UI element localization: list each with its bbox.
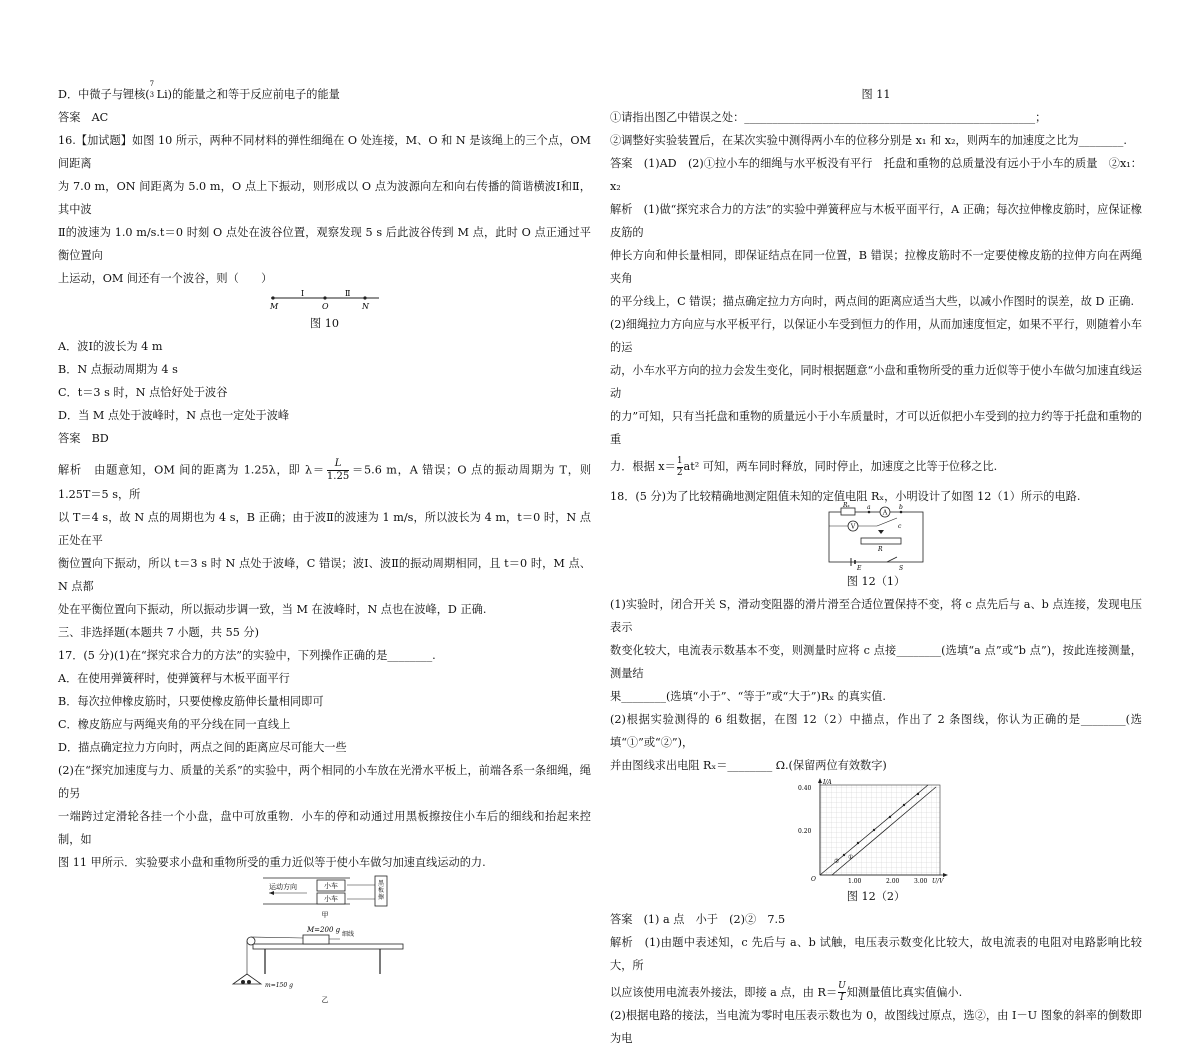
string-label: 细线: [341, 931, 354, 938]
data-point: [903, 803, 905, 805]
y-tick-020: 0.20: [798, 827, 812, 835]
q18-analysis-line-1: 解析 (1)由题中表述知，c 先后与 a、b 试触，电压表示数变化比较大，故电流表的电阻对电路影响比较大，所: [610, 935, 1142, 972]
q17-option-b: B．每次拉伸橡皮筋时，只要使橡皮筋伸长量相同即可: [58, 695, 324, 708]
isotope-mass-number: 7: [149, 80, 155, 88]
figure-12-2-iu-graph: [796, 777, 956, 885]
car-mass-label: M=200 g: [306, 926, 340, 934]
point-a-label: a: [867, 503, 871, 511]
fraction-denominator: 1.25: [326, 471, 350, 482]
q18-part1-line-3: 果________(选填“小于”、“等于”或“大于”)Rₓ 的真实值.: [610, 689, 886, 703]
figure-10-rope-diagram: [265, 290, 385, 312]
line-2-label: ②: [834, 857, 840, 865]
x-tick-200: 2.00: [886, 877, 900, 885]
y-axis-label: I/A: [823, 778, 832, 786]
x-tick-300: 3.00: [914, 877, 928, 885]
q17-analysis-2-line-2: 动，小车水平方向的拉力会发生变化，同时根据题意“小盘和重物所受的重力近似等于使小车做匀加速直线运动: [610, 364, 1142, 400]
origin-label: O: [811, 875, 816, 883]
q16-analysis-line-3: 衡位置向下振动，所以 t＝3 s 时 N 点处于波峰，C 错误；波Ⅰ、波Ⅱ的振动周期相同，且 t＝0 时，M 点、N 点都: [58, 557, 591, 593]
point-c-label: c: [898, 522, 902, 530]
q16-option-d: D．当 M 点处于波峰时，N 点也一定处于波峰: [58, 409, 290, 422]
line-1-label: ①: [848, 853, 854, 861]
x-axis-label: U/V: [932, 877, 944, 885]
point-O-label: O: [321, 302, 329, 311]
fraction-denominator: I: [840, 993, 844, 1003]
figure-12-2-caption: 图 12（2）: [846, 889, 906, 903]
q16-stem-line-2: 为 7.0 m，ON 间距离为 5.0 m，O 点上下振动，则形成以 O 点为波源向左和向右传播的简谐横波Ⅰ和Ⅱ，其中波: [58, 180, 591, 216]
right-column: [610, 83, 1142, 1050]
q17-analysis-2-line-4: 力．根据 x＝ $\frac{1}{2}$ at² 可知，两车同时释放，同时停止，加速度之比等于位移之比.: [610, 455, 998, 478]
q17-analysis-1-line-1: 解析 (1)做“探究求合力的方法”的实验中弹簧秤应与木板平面平行，A 正确；每次拉伸橡皮筋时，应保证橡皮筋的: [610, 203, 1142, 239]
eraser-label: 黑板擦: [377, 880, 384, 901]
q17-analysis-2-line-3: 的力”可知，只有当托盘和重物的质量远小于小车质量时，才可以近似把小车受到的拉力约等于托盘和重物的重: [610, 410, 1142, 446]
q17-stem: 17．(5 分)(1)在“探究求合力的方法”的实验中，下列操作正确的是________.: [58, 649, 436, 662]
data-point: [917, 792, 919, 794]
fraction-denominator: 2: [676, 467, 683, 478]
fraction-numerator: 1: [676, 455, 683, 466]
figure-11-caption: 图 11: [861, 88, 891, 101]
battery-label: E: [857, 564, 862, 572]
q17-part2-line-3: 图 11 甲所示．实验要求小盘和重物所受的重力近似等于使小车做匀加速直线运动的力.: [58, 856, 486, 869]
fraction-numerator: U: [838, 981, 846, 991]
data-point: [843, 853, 845, 855]
data-point: [873, 828, 875, 830]
q16-analysis-line-4: 处在平衡位置向下振动，所以振动步调一致，当 M 在波峰时，N 点也在波峰，D 正确.: [58, 603, 487, 616]
q17-option-c: C．橡皮筋应与两绳夹角的平分线在同一直线上: [58, 718, 291, 731]
q18-answer: 答案 (1) a 点 小于 (2)② 7.5: [610, 912, 786, 926]
q16-analysis-line-2: 以 T＝4 s，故 N 点的周期也为 4 s，B 正确；由于波Ⅱ的波速为 1 m/s，所以波长为 4 m，t＝0 时，N 点正处在平: [58, 511, 591, 547]
car-label-bottom: 小车: [323, 895, 338, 903]
data-point: [889, 815, 891, 817]
q17-sub-question-2: ②调整好实验装置后，在某次实验中测得两小车的位移分别是 x₁ 和 x₂，则两车的加速度之比为________.: [610, 134, 1127, 147]
data-point: [857, 841, 859, 843]
q18-part1-line-1: (1)实验时，闭合开关 S，滑动变阻器的滑片滑至合适位置保持不变，将 c 点先后与 a、b 点连接，发现电压表示: [610, 597, 1142, 634]
q17-option-d: D．描点确定拉力方向时，两点之间的距离应尽可能大一些: [58, 741, 347, 754]
q15-answer: 答案 AC: [58, 111, 109, 124]
ammeter-label: A: [882, 509, 888, 516]
q17-sub-question-1: ①请指出图乙中错误之处：____________________________________________________；: [610, 111, 1047, 124]
q15-option-d: D．中微子与锂核( 7 3 Li)的能量之和等于反应前电子的能量: [58, 80, 340, 101]
wave-II-label: Ⅱ: [344, 289, 350, 298]
q17-part2-line-2: 一端跨过定滑轮各挂一个小盘，盘中可放重物．小车的停和动通过用黑板擦按住小车后的细线和抬起来控制，如: [58, 810, 591, 846]
q16-stem-line-4: 上运动，OM 间还有一个波谷，则（ ）: [58, 272, 273, 285]
wave-I-label: Ⅰ: [300, 289, 304, 298]
q18-part2-line-1: (2)根据实验测得的 6 组数据，在图 12（2）中描点，作出了 2 条图线，你认为正确的是________(选填“①”或“②”)，: [610, 712, 1142, 749]
resistor-rx-label: Rₓ: [843, 501, 850, 509]
isotope-atomic-number: 3: [149, 91, 155, 99]
q17-analysis-1-line-2: 伸长方向和伸长量相同，即保证结点在同一位置，B 错误；拉橡皮筋时不一定要使橡皮筋的拉伸方向在两绳夹角: [610, 249, 1142, 285]
q16-option-c: C．t＝3 s 时，N 点恰好处于波谷: [58, 386, 228, 399]
left-column: [58, 80, 592, 1006]
q18-stem: 18．(5 分)为了比较精确地测定阻值未知的定值电阻 Rₓ，小明设计了如图 12（1）所示的电路.: [610, 489, 1081, 503]
switch-label: S: [899, 564, 904, 572]
q16-stem-line-3: Ⅱ的波速为 1.0 m/s.t＝0 时刻 O 点处在波谷位置，观察发现 5 s 后此波谷传到 M 点，此时 O 点正通过平衡位置向: [58, 226, 591, 262]
fraction-numerator: L: [327, 458, 349, 471]
y-tick-040: 0.40: [798, 784, 812, 792]
figure-12-1-circuit: [821, 501, 931, 572]
q16-analysis-line-1: 解析 由题意知，OM 间的距离为 1.25λ，即 λ＝ $\frac{L}{1.25}$ ＝5.6 m，A 错误；O 点的振动周期为 T，则 1.25T＝5 s，所: [58, 458, 592, 501]
q18-part2-line-2: 并由图线求出电阻 Rₓ＝________ Ω.(保留两位有效数字): [610, 758, 887, 772]
q16-option-a: A．波Ⅰ的波长为 4 m: [58, 340, 163, 353]
figure-11-apparatus: [225, 874, 425, 1006]
q16-answer: 答案 BD: [58, 432, 109, 445]
car-label-top: 小车: [323, 882, 338, 890]
q17-answer: 答案 (1)AD (2)①拉小车的细绳与水平板没有平行 托盘和重物的总质量没有远小于小车的质量 ②x₁：x₂: [610, 157, 1142, 193]
q17-analysis-2-line-1: (2)细绳拉力方向应与水平板平行，以保证小车受到恒力的作用，从而加速度恒定，如果不平行，则随着小车的运: [610, 318, 1142, 354]
point-M-label: M: [269, 302, 278, 311]
q17-part2-line-1: (2)在“探究加速度与力、质量的关系”的实验中，两个相同的小车放在光滑水平板上，前端各系一条细绳，绳的另: [58, 764, 591, 800]
figure-jia-label: 甲: [321, 911, 328, 919]
q16-option-b: B．N 点振动周期为 4 s: [58, 363, 178, 376]
q17-option-a: A．在使用弹簧秤时，使弹簧秤与木板平面平行: [58, 672, 290, 685]
motion-direction-label: 运动方向: [268, 883, 297, 891]
rheostat-label: R: [878, 545, 883, 553]
figure-yi-label: 乙: [321, 996, 328, 1004]
figure-12-1-caption: 图 12（1）: [846, 574, 906, 588]
q18-part1-line-2: 数变化较大，电流表示数基本不变，则测量时应将 c 点接________(选填“a 点”或“b 点”)，按此连接测量，测量结: [610, 643, 1142, 680]
hanging-mass-label: m=150 g: [264, 982, 293, 989]
point-N-label: N: [361, 302, 369, 311]
x-tick-100: 1.00: [848, 877, 862, 885]
q16-stem-line-1: 16.【加试题】如图 10 所示，两种不同材料的弹性细绳在 O 处连接，M、O 和 N 是该绳上的三个点，OM 间距离: [58, 134, 591, 170]
q18-analysis-line-2: 以应该使用电流表外接法，即接 a 点，由 R＝ $\frac{U}{I}$ 知测量值比真实值偏小.: [610, 981, 963, 1003]
point-b-label: b: [899, 503, 903, 511]
q17-analysis-1-line-3: 的平分线上，C 错误；描点确定拉力方向时，两点间的距离应适当大些，以减小作图时的误差，故 D 正确.: [610, 295, 1135, 308]
voltmeter-label: V: [850, 523, 856, 530]
figure-10-caption: 图 10: [310, 317, 339, 330]
q18-analysis-line-3: (2)根据电路的接法，当电流为零时电压表示数也为 0，故图线过原点，选②，由 I－U 图象的斜率的倒数即为电: [610, 1009, 1142, 1045]
section-3-heading: 三、非选择题(本题共 7 小题，共 55 分): [58, 626, 259, 639]
